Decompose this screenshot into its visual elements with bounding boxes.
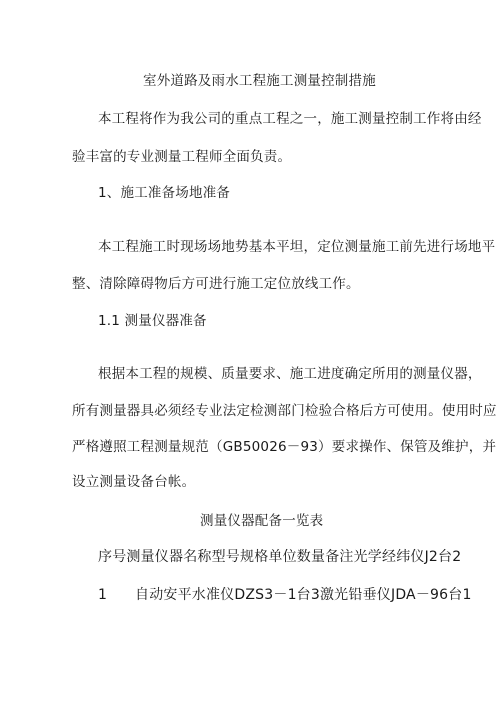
section-heading-1: 1、施工准备场地准备 <box>98 185 231 201</box>
paragraph-3-line-3: 严格遵照工程测量规范（GB50026－93）要求操作、保管及维护，并 <box>72 439 497 455</box>
section-heading-1-1: 1.1 测量仪器准备 <box>98 313 207 329</box>
paragraph-2-line-2: 整、清除障碍物后方可进行施工定位放线工作。 <box>72 276 360 292</box>
paragraph-3-line-4: 设立测量设备台帐。 <box>72 474 196 490</box>
paragraph-3-line-2: 所有测量器具必须经专业法定检测部门检验合格后方可使用。使用时应 <box>72 403 497 419</box>
document-title: 室外道路及雨水工程施工测量控制措施 <box>143 73 376 89</box>
table-row: 1 自动安平水准仪DZS3－1台3激光铅垂仪JDA－96台1 <box>98 587 472 603</box>
table-title: 测量仪器配备一览表 <box>200 513 324 529</box>
paragraph-1-line-1: 本工程将作为我公司的重点工程之一，施工测量控制工作将由经 <box>98 111 482 127</box>
table-header-row: 序号测量仪器名称型号规格单位数量备注光学经纬仪J2台2 <box>98 549 462 565</box>
paragraph-2-line-1: 本工程施工时现场场地势基本平坦，定位测量施工前先进行场地平 <box>98 239 496 255</box>
paragraph-1-line-2: 验丰富的专业测量工程师全面负责。 <box>72 149 292 165</box>
paragraph-3-line-1: 根据本工程的规模、质量要求、施工进度确定所用的测量仪器， <box>98 366 482 382</box>
